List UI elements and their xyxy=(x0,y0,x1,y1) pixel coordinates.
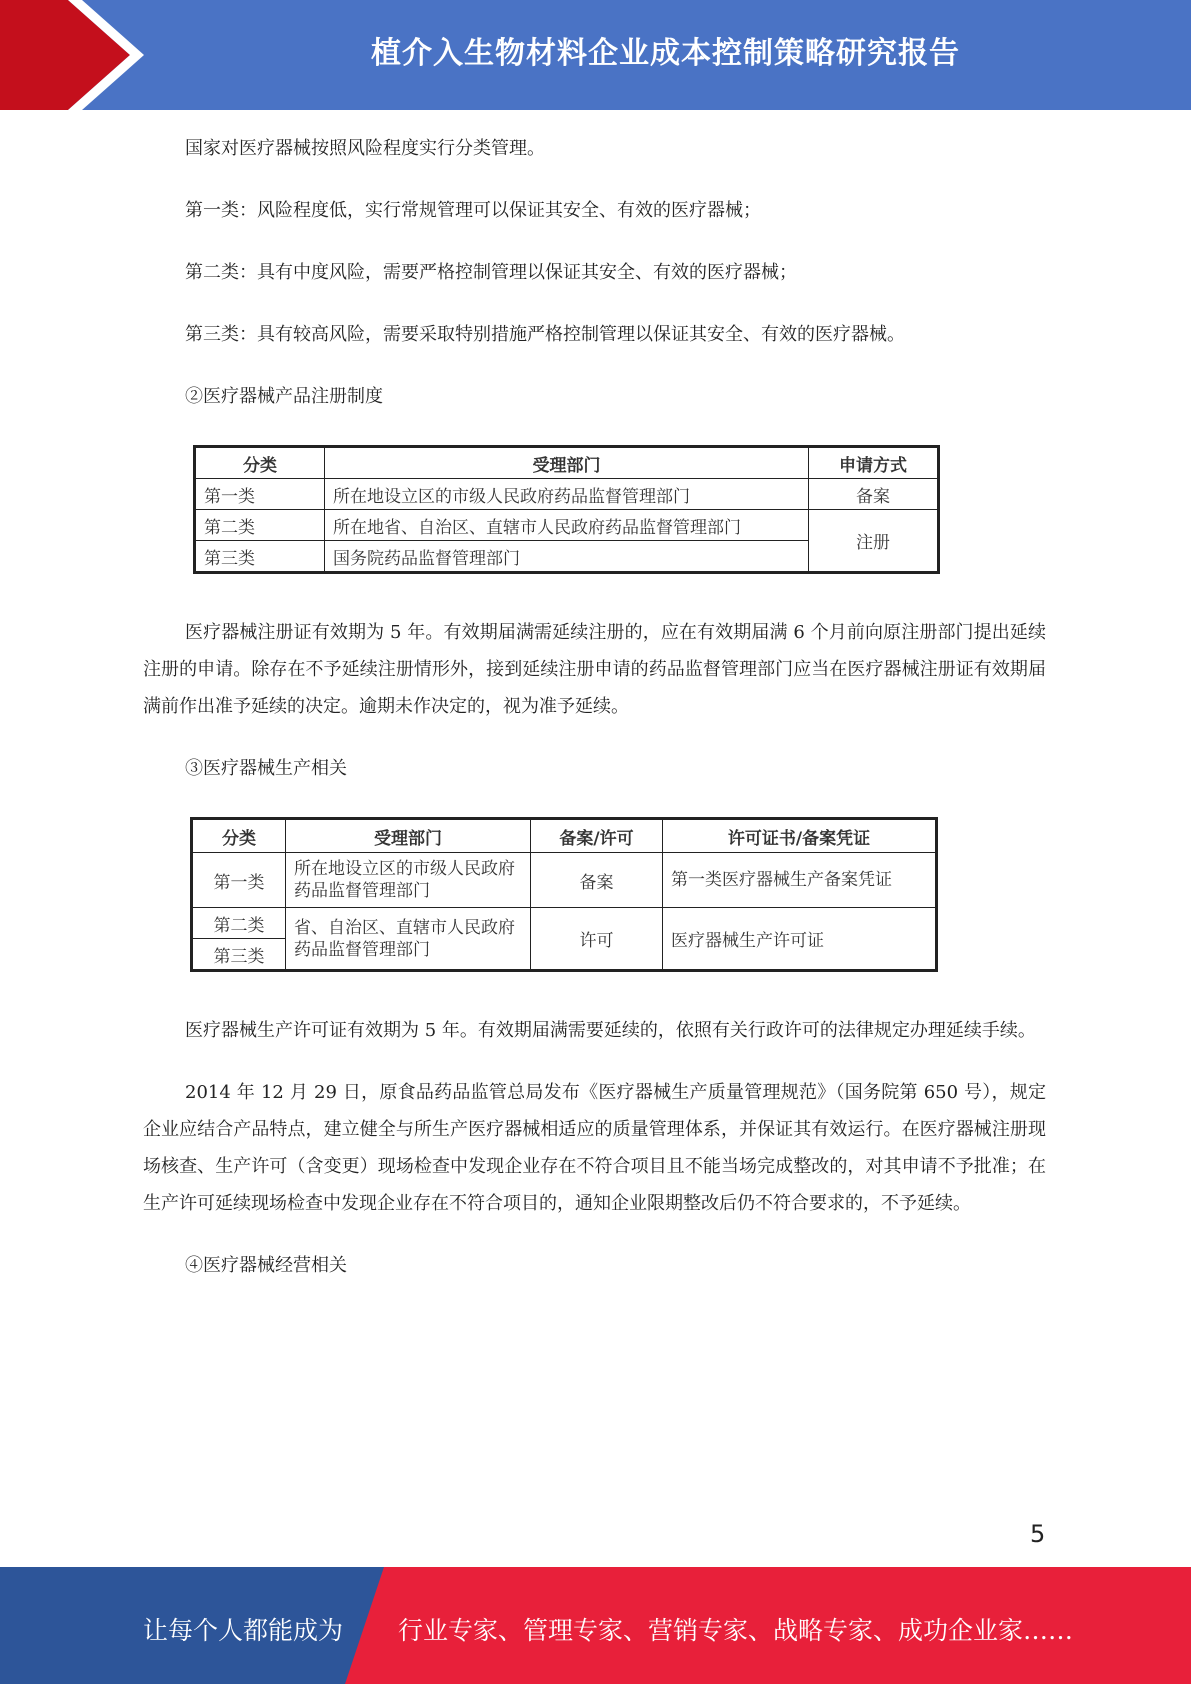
paragraph-quality-regulation: 2014 年 12 月 29 日，原食品药品监管总局发布《医疗器械生产质量管理规范》（国务院第 650 号），规定企业应结合产品特点，建立健全与所生产医疗器械相适应的质量管理体系，并保证其有效运行。在医疗器械注册现场核查、生产许可（含变更）现场检查中发现企业存在不符合项目且不能当场完成整改的，对其申请不予批准；在生产许可延续现场检查中发现企业存在不符合项目的，通知企业限期整改后仍不符合要求的，不予延续。 xyxy=(143,1082,1046,1214)
table-cell: 备案 xyxy=(809,479,939,510)
table-row xyxy=(195,479,939,510)
registration-table-wrap xyxy=(143,445,1046,574)
footer-slogan-right: 行业专家、管理专家、营销专家、战略专家、成功企业家…… xyxy=(398,1616,1074,1645)
section-heading-registration: ②医疗器械产品注册制度 xyxy=(185,386,383,407)
table-header-cell: 受理部门 xyxy=(286,819,531,853)
page-number: 5 xyxy=(1030,1520,1046,1548)
paragraph-class-one: 第一类：风险程度低，实行常规管理可以保证其安全、有效的医疗器械； xyxy=(185,200,761,221)
paragraph-registration-validity: 医疗器械注册证有效期为 5 年。有效期届满需延续注册的，应在有效期届满 6 个月前向原注册部门提出延续注册的申请。除存在不予延续注册情形外，接到延续注册申请的药品监督管理部门应当在医疗器械注册证有效期届满前作出准予延续的决定。逾期未作决定的，视为准予延续。 xyxy=(143,622,1046,717)
paragraph-production-license-validity: 医疗器械生产许可证有效期为 5 年。有效期届满需要延续的，依照有关行政许可的法律规定办理延续手续。 xyxy=(185,1020,1036,1041)
table-cell: 第二类 xyxy=(195,510,325,541)
production-table xyxy=(190,817,938,972)
table-cell: 第三类 xyxy=(195,541,325,573)
paragraph-classification-intro: 国家对医疗器械按照风险程度实行分类管理。 xyxy=(185,138,545,159)
table-row xyxy=(195,510,939,541)
table-header-cell: 分类 xyxy=(192,819,286,853)
table-cell: 第二类 xyxy=(192,908,286,939)
table-cell: 所在地设立区的市级人民政府药品监督管理部门 xyxy=(286,853,531,908)
production-table-wrap xyxy=(143,817,1046,972)
table-header-cell: 备案/许可 xyxy=(531,819,663,853)
section-heading-production: ③医疗器械生产相关 xyxy=(185,758,347,779)
report-title: 植介入生物材料企业成本控制策略研究报告 xyxy=(371,36,960,71)
table-cell: 医疗器械生产许可证 xyxy=(663,908,937,971)
registration-table xyxy=(193,445,940,574)
page-footer xyxy=(0,1567,1191,1684)
page-header xyxy=(0,0,1191,110)
paragraph-class-three: 第三类：具有较高风险，需要采取特别措施严格控制管理以保证其安全、有效的医疗器械。 xyxy=(185,324,905,345)
table-row xyxy=(192,908,937,939)
table-cell: 第一类 xyxy=(195,479,325,510)
table-row xyxy=(192,853,937,908)
table-cell: 所在地设立区的市级人民政府药品监督管理部门 xyxy=(325,479,809,510)
table-cell: 许可 xyxy=(531,908,663,971)
table-header-row xyxy=(192,819,937,853)
page-content xyxy=(143,130,1046,1309)
table-header-cell: 许可证书/备案凭证 xyxy=(663,819,937,853)
table-header-cell: 受理部门 xyxy=(325,447,809,479)
table-header-cell: 申请方式 xyxy=(809,447,939,479)
table-cell: 所在地省、自治区、直辖市人民政府药品监督管理部门 xyxy=(325,510,809,541)
footer-slogan-left: 让每个人都能成为 xyxy=(143,1616,344,1645)
table-cell: 省、自治区、直辖市人民政府药品监督管理部门 xyxy=(286,908,531,971)
table-header-row xyxy=(195,447,939,479)
paragraph-class-two: 第二类：具有中度风险，需要严格控制管理以保证其安全、有效的医疗器械； xyxy=(185,262,797,283)
table-cell: 国务院药品监督管理部门 xyxy=(325,541,809,573)
table-cell: 第三类 xyxy=(192,939,286,971)
table-cell: 第一类医疗器械生产备案凭证 xyxy=(663,853,937,908)
section-heading-operation: ④医疗器械经营相关 xyxy=(185,1255,347,1276)
table-cell: 备案 xyxy=(531,853,663,908)
table-cell: 第一类 xyxy=(192,853,286,908)
table-header-cell: 分类 xyxy=(195,447,325,479)
table-cell: 注册 xyxy=(809,510,939,573)
